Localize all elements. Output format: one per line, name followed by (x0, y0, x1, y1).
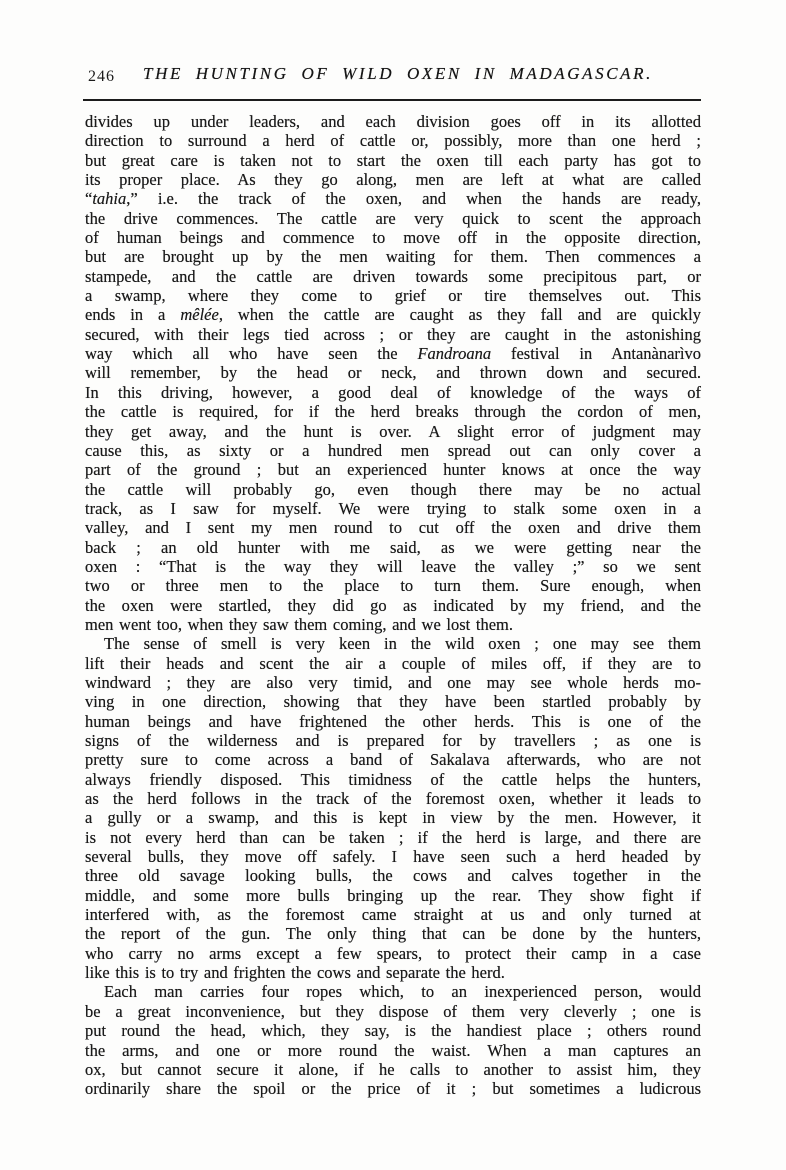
text-line: of human beings and commence to move off in the opposite direction, (85, 228, 701, 248)
text-line: will remember, by the head or neck, and thrown down and secured. (85, 363, 701, 383)
text-line: put round the head, which, they say, is the handiest place ; others round (85, 1021, 701, 1041)
paragraph (85, 982, 701, 1098)
text-line: valley, and I sent my men round to cut off the oxen and drive them (85, 518, 701, 538)
text-line: a gully or a swamp, and this is kept in view by the men. However, it (85, 808, 701, 828)
text-line: the report of the gun. The only thing that can be done by the hunters, (85, 924, 701, 944)
text-line: stampede, and the cattle are driven towards some precipitous part, or (85, 266, 701, 286)
text-line: interfered with, as the foremost came straight at us and only turned at (85, 905, 701, 925)
paragraph (85, 112, 701, 634)
text-line: oxen : “That is the way they will leave the valley ;” so we sent (85, 556, 701, 576)
running-title: THE HUNTING OF WILD OXEN IN MADAGASCAR. (143, 64, 653, 83)
text-line: as the herd follows in the track of the foremost oxen, whether it leads to (85, 789, 701, 809)
text-line: cause this, as sixty or a hundred men spread out can only cover a (85, 440, 701, 460)
paragraph (85, 634, 701, 982)
text-line: ving in one direction, showing that they have been startled probably by (85, 692, 701, 712)
text-line: middle, and some more bulls bringing up the rear. They show fight if (85, 885, 701, 905)
text-line: direction to surround a herd of cattle or, possibly, more than one herd ; (85, 131, 701, 151)
text-line: pretty sure to come across a band of Sakalava afterwards, who are not (85, 750, 701, 770)
text-line: be a great inconvenience, but they dispose of them very cleverly ; one is (85, 1001, 701, 1021)
text-line: the oxen were startled, they did go as indicated by my friend, and the (85, 595, 701, 615)
text-line: the drive commences. The cattle are very quick to scent the approach (85, 208, 701, 228)
page-number: 246 (88, 68, 115, 85)
text-line: several bulls, they move off safely. I have seen such a herd headed by (85, 847, 701, 867)
text-line: “tahia,” i.e. the track of the oxen, and when the hands are ready, (85, 189, 701, 209)
text-line: they get away, and the hunt is over. A slight error of judgment may (85, 421, 701, 441)
text-line: divides up under leaders, and each division goes off in its allotted (85, 112, 701, 131)
text-line: a swamp, where they come to grief or tire themselves out. This (85, 286, 701, 306)
text-line: but great care is taken not to start the oxen till each party has got to (85, 150, 701, 170)
text-line: ends in a mêlée, when the cattle are caught as they fall and are quickly (85, 305, 701, 325)
text-line: always friendly disposed. This timidness of the cattle helps the hunters, (85, 769, 701, 789)
text-line: men went too, when they saw them coming, and we lost them. (85, 614, 514, 634)
text-line: three old savage looking bulls, the cows and calves together in the (85, 866, 701, 886)
text-line: Each man carries four ropes which, to an inexperienced person, would (104, 982, 701, 1002)
text-line: windward ; they are also very timid, and one may see whole herds mo- (85, 672, 701, 692)
text-line: part of the ground ; but an experienced hunter knows at once the way (85, 460, 701, 480)
text-line: ox, but cannot secure it alone, if he calls to another to assist him, they (85, 1059, 701, 1079)
text-line: ordinarily share the spoil or the price of it ; but sometimes a ludicrous (85, 1079, 701, 1099)
text-line: human beings and have frightened the other herds. This is one of the (85, 711, 701, 731)
text-line: is not every herd than can be taken ; if the herd is large, and there are (85, 827, 701, 847)
running-header (0, 64, 786, 94)
text-line: but are brought up by the men waiting for them. Then commences a (85, 247, 701, 267)
text-line: secured, with their legs tied across ; or they are caught in the astonishing (85, 324, 701, 344)
text-line: track, as I saw for myself. We were trying to stalk some oxen in a (85, 498, 701, 518)
header-rule (83, 99, 701, 101)
text-line: way which all who have seen the Fandroana festival in Antanànarìvo (85, 344, 701, 364)
text-line: lift their heads and scent the air a couple of miles off, if they are to (85, 653, 701, 673)
text-line: like this is to try and frighten the cows and separate the herd. (85, 963, 505, 983)
text-column (85, 112, 701, 1099)
text-line: the arms, and one or more round the waist. When a man captures an (85, 1040, 701, 1060)
text-line: signs of the wilderness and is prepared for by travellers ; as one is (85, 731, 701, 750)
text-line: two or three men to the place to turn them. Sure enough, when (85, 576, 701, 596)
text-line: who carry no arms except a few spears, to protect their camp in a case (85, 943, 701, 963)
text-line: its proper place. As they go along, men are left at what are called (85, 170, 701, 190)
text-line: The sense of smell is very keen in the wild oxen ; one may see them (104, 634, 701, 654)
text-line: the cattle is required, for if the herd breaks through the cordon of men, (85, 402, 701, 422)
text-line: In this driving, however, a good deal of knowledge of the ways of (85, 382, 701, 402)
text-line: back ; an old hunter with me said, as we were getting near the (85, 537, 701, 557)
text-line: the cattle will probably go, even though there may be no actual (85, 479, 701, 499)
